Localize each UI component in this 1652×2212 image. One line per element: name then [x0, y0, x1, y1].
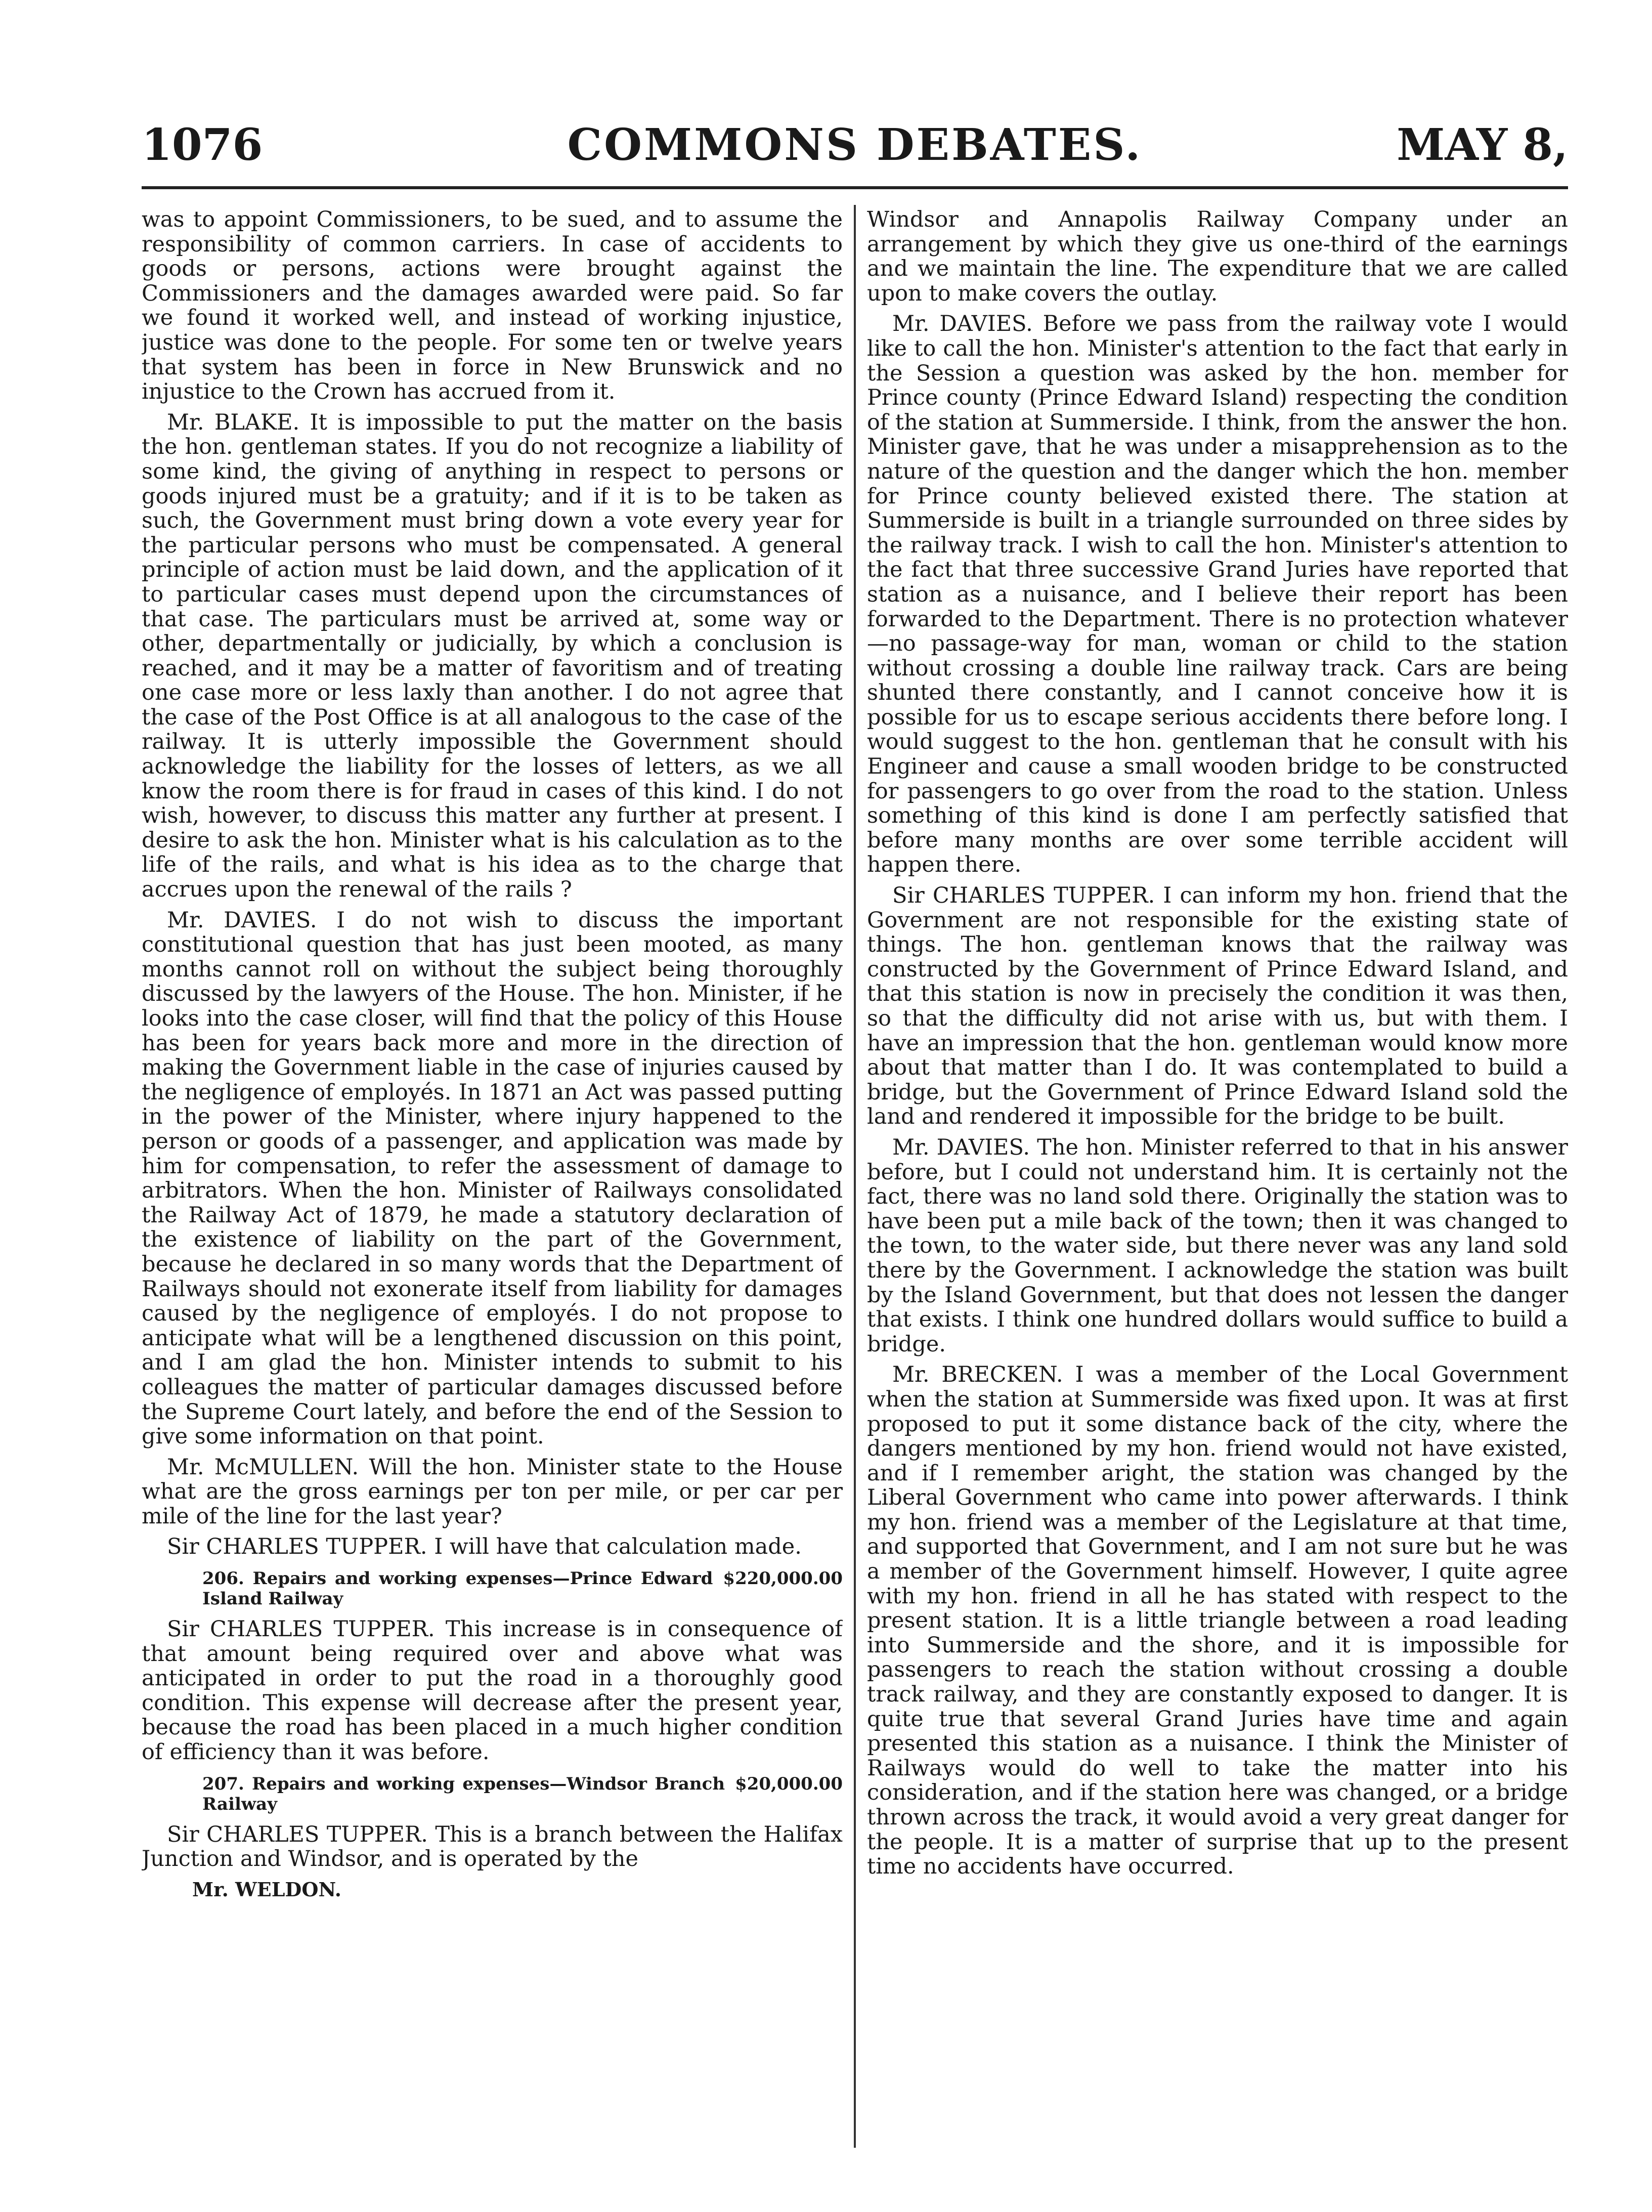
paragraph — [867, 883, 1568, 1129]
speaker-name: Sir CHARLES TUPPER. — [167, 1534, 427, 1560]
speaker-name: Mr. McMULLEN. — [167, 1454, 359, 1480]
page-date: MAY 8, — [1397, 119, 1568, 171]
header-rule — [142, 186, 1568, 189]
page-footer-name: Mr. WELDON. — [192, 1878, 342, 1901]
vote-amount: $220,000.00 — [723, 1568, 843, 1589]
page-number: 1076 — [142, 119, 263, 171]
paragraph — [142, 1822, 843, 1871]
vote-title: 206. Repairs and working expenses—Prince Edward Island Railway — [202, 1568, 713, 1609]
speech-text: It is impossible to put the matter on the basis the hon. gentleman states. If you do not recognize a liability of some kind, the giving of anything in respect to persons or goods injured must be a gratuity; and if it is to be taken as such, the Government must bring down a vote every year for the particular persons who must be compensated. A general principle of action must be laid down, and the application of it to particular cases must depend upon the circumstances of that case. The particulars must be arrived at, some way or other, departmentally or judicially, by which a conclusion is reached, and it may be a matter of favoritism and of treating one case more or less laxly than another. I do not agree that the case of the Post Office is at all analogous to the case of the railway. It is utterly impossible the Government should acknowledge the liability for the losses of letters, as we all know the room there is for fraud in cases of this kind. I do not wish, however, to discuss this matter any further at present. I desire to ask the hon. Minister what is his calculation as to the life of the rails, and what is his idea as to the charge that accrues upon the renewal of the rails ? — [142, 409, 843, 903]
paragraph — [142, 1535, 843, 1559]
left-column — [142, 207, 843, 2181]
speaker-name: Mr. BRECKEN. — [892, 1362, 1063, 1388]
speaker-name: Sir CHARLES TUPPER. — [892, 883, 1155, 909]
speaker-name: Sir CHARLES TUPPER. — [167, 1821, 428, 1847]
paragraph — [867, 1363, 1568, 1879]
paragraph — [867, 312, 1568, 877]
speaker-name: Mr. DAVIES. — [167, 907, 317, 933]
speaker-name: Mr. DAVIES. — [892, 311, 1033, 337]
speech-text: I can inform my hon. friend that the Government are not responsible for the existing state of things. The hon. gentleman knows that the railway was constructed by the Government of Prince Edward Island, and that this station is now in precisely the condition it was then, so that the difficulty did not arise with us, but with them. I have an impression that the hon. gentleman would know more about that matter than I do. It was contemplated to build a bridge, but the Government of Prince Edward Island sold the land and rendered it impossible for the bridge to be built. — [867, 883, 1568, 1130]
paragraph — [867, 1135, 1568, 1356]
speaker-name: Mr. DAVIES. — [892, 1134, 1030, 1160]
right-column — [867, 207, 1568, 2181]
paragraph — [142, 1617, 843, 1765]
speech-text: I was a member of the Local Government when the station at Summerside was fixed upon. It was at first proposed to put it some distance back of the city, where the dangers mentioned by my hon. friend would not have existed, and if I remember aright, the station was changed by the Liberal Government who came into power afterwards. I think my hon. friend was a member of the Legislature at that time, and supported that Government, and I am not sure but he was a member of the Government himself. However, I quite agree with my hon. friend in all he has stated with respect to the present station. It is a little triangle between a road leading into Summerside and the shore, and it is impossible for passengers to reach the station without crossing a double track railway, and they are constantly exposed to danger. It is quite true that several Grand Juries have time and again presented this station as a nuisance. I think the Minister of Railways would do well to take the matter into his consideration, and if the station here was changed, or a bridge thrown across the track, it would avoid a very great danger for the people. It is a matter of surprise that up to the present time no accidents have occurred. — [867, 1362, 1568, 1880]
paragraph — [142, 1455, 843, 1529]
speaker-name: Sir CHARLES TUPPER. — [167, 1617, 435, 1642]
paragraph: Windsor and Annapolis Railway Company under an arrangement by which they give us one-third of the earnings and we maintain the line. The expenditure that we are called upon to make covers the outlay. — [867, 207, 1568, 306]
vote-item-207 — [142, 1774, 843, 1814]
page-header — [142, 119, 1568, 180]
vote-title: 207. Repairs and working expenses—Windsor Branch Railway — [202, 1773, 725, 1814]
speaker-name: Mr. BLAKE. — [167, 409, 300, 435]
speech-text: This is a branch between the Halifax Junction and Windsor, and is operated by the — [142, 1821, 843, 1872]
speech-text: This increase is in consequence of that amount being required over and above what was anticipated in order to put the road in a thoroughly good condition. This expense will decrease after the present year, because the road has been placed in a much higher condition of efficiency than it was before. — [142, 1617, 843, 1765]
speech-text: Will the hon. Minister state to the House what are the gross earnings per ton per mile, or per car per mile of the line for the last year? — [142, 1454, 843, 1529]
speech-text: I will have that calculation made. — [434, 1534, 802, 1560]
speech-text: I do not wish to discuss the important constitutional question that has just been mooted, as many months cannot roll on without the subject being thoroughly discussed by the lawyers of the House. The hon. Minister, if he looks into the case closer, will find that the policy of this House has been for years back more and more in the direction of making the Government liable in the case of injuries caused by the negligence of employés. In 1871 an Act was passed putting in the power of the Minister, where injury happened to the person or goods of a passenger, and application was made by him for compensation, to refer the assessment of damage to arbitrators. When the hon. Minister of Railways consolidated the Railway Act of 1879, he made a statutory declaration of the existence of liability on the part of the Government, because he declared in so many words that the Department of Railways should not exonerate itself from liability for damages caused by the negligence of employés. I do not propose to anticipate what will be a lengthened discussion on this point, and I am glad the hon. Minister intends to submit to his colleagues the matter of particular damages discussed before the Supreme Court lately, and before the end of the Session to give some information on that point. — [142, 907, 843, 1450]
vote-item-206 — [142, 1568, 843, 1609]
paragraph — [142, 908, 843, 1449]
paragraph — [142, 410, 843, 902]
running-title: COMMONS DEBATES. — [567, 119, 1143, 171]
paragraph: was to appoint Commissioners, to be sued, and to assume the responsibility of common carriers. In case of accidents to goods or persons, actions were brought against the Commissioners and the damages awarded were paid. So far we found it worked well, and instead of working injustice, justice was done to the people. For some ten or twelve years that system has been in force in New Brunswick and no injustice to the Crown has accrued from it. — [142, 207, 843, 405]
column-divider — [854, 205, 856, 2148]
vote-amount: $20,000.00 — [735, 1773, 843, 1794]
speech-text: The hon. Minister referred to that in his answer before, but I could not understand him. It is certainly not the fact, there was no land sold there. Originally the station was to have been put a mile back of the town; then it was changed to the town, to the water side, but there never was any land sold there by the Government. I acknowledge the station was built by the Island Government, but that does not lessen the danger that exists. I think one hundred dollars would suffice to build a bridge. — [867, 1134, 1568, 1357]
speech-text: Before we pass from the railway vote I would like to call the hon. Minister's attention to the fact that early in the Session a question was asked by the hon. member for Prince county (Prince Edward Island) respecting the condition of the station at Summerside. I think, from the answer the hon. Minister gave, that he was under a misapprehension as to the nature of the question and the danger which the hon. member for Prince county believed existed there. The station at Summerside is built in a triangle surrounded on three sides by the railway track. I wish to call the hon. Minister's attention to the fact that three successive Grand Juries have reported that station as a nuisance, and I believe their report has been forwarded to the Department. There is no protection whatever—no passage-way for man, woman or child to the station without crossing a double line railway track. Cars are being shunted there constantly, and I cannot conceive how it is possible for us to escape serious accidents there before long. I would suggest to the hon. gentleman that he consult with his Engineer and cause a small wooden bridge to be constructed for passengers to go over from the road to the station. Unless something of this kind is done I am perfectly satisfied that before many months are over some terrible accident will happen there. — [867, 311, 1568, 878]
